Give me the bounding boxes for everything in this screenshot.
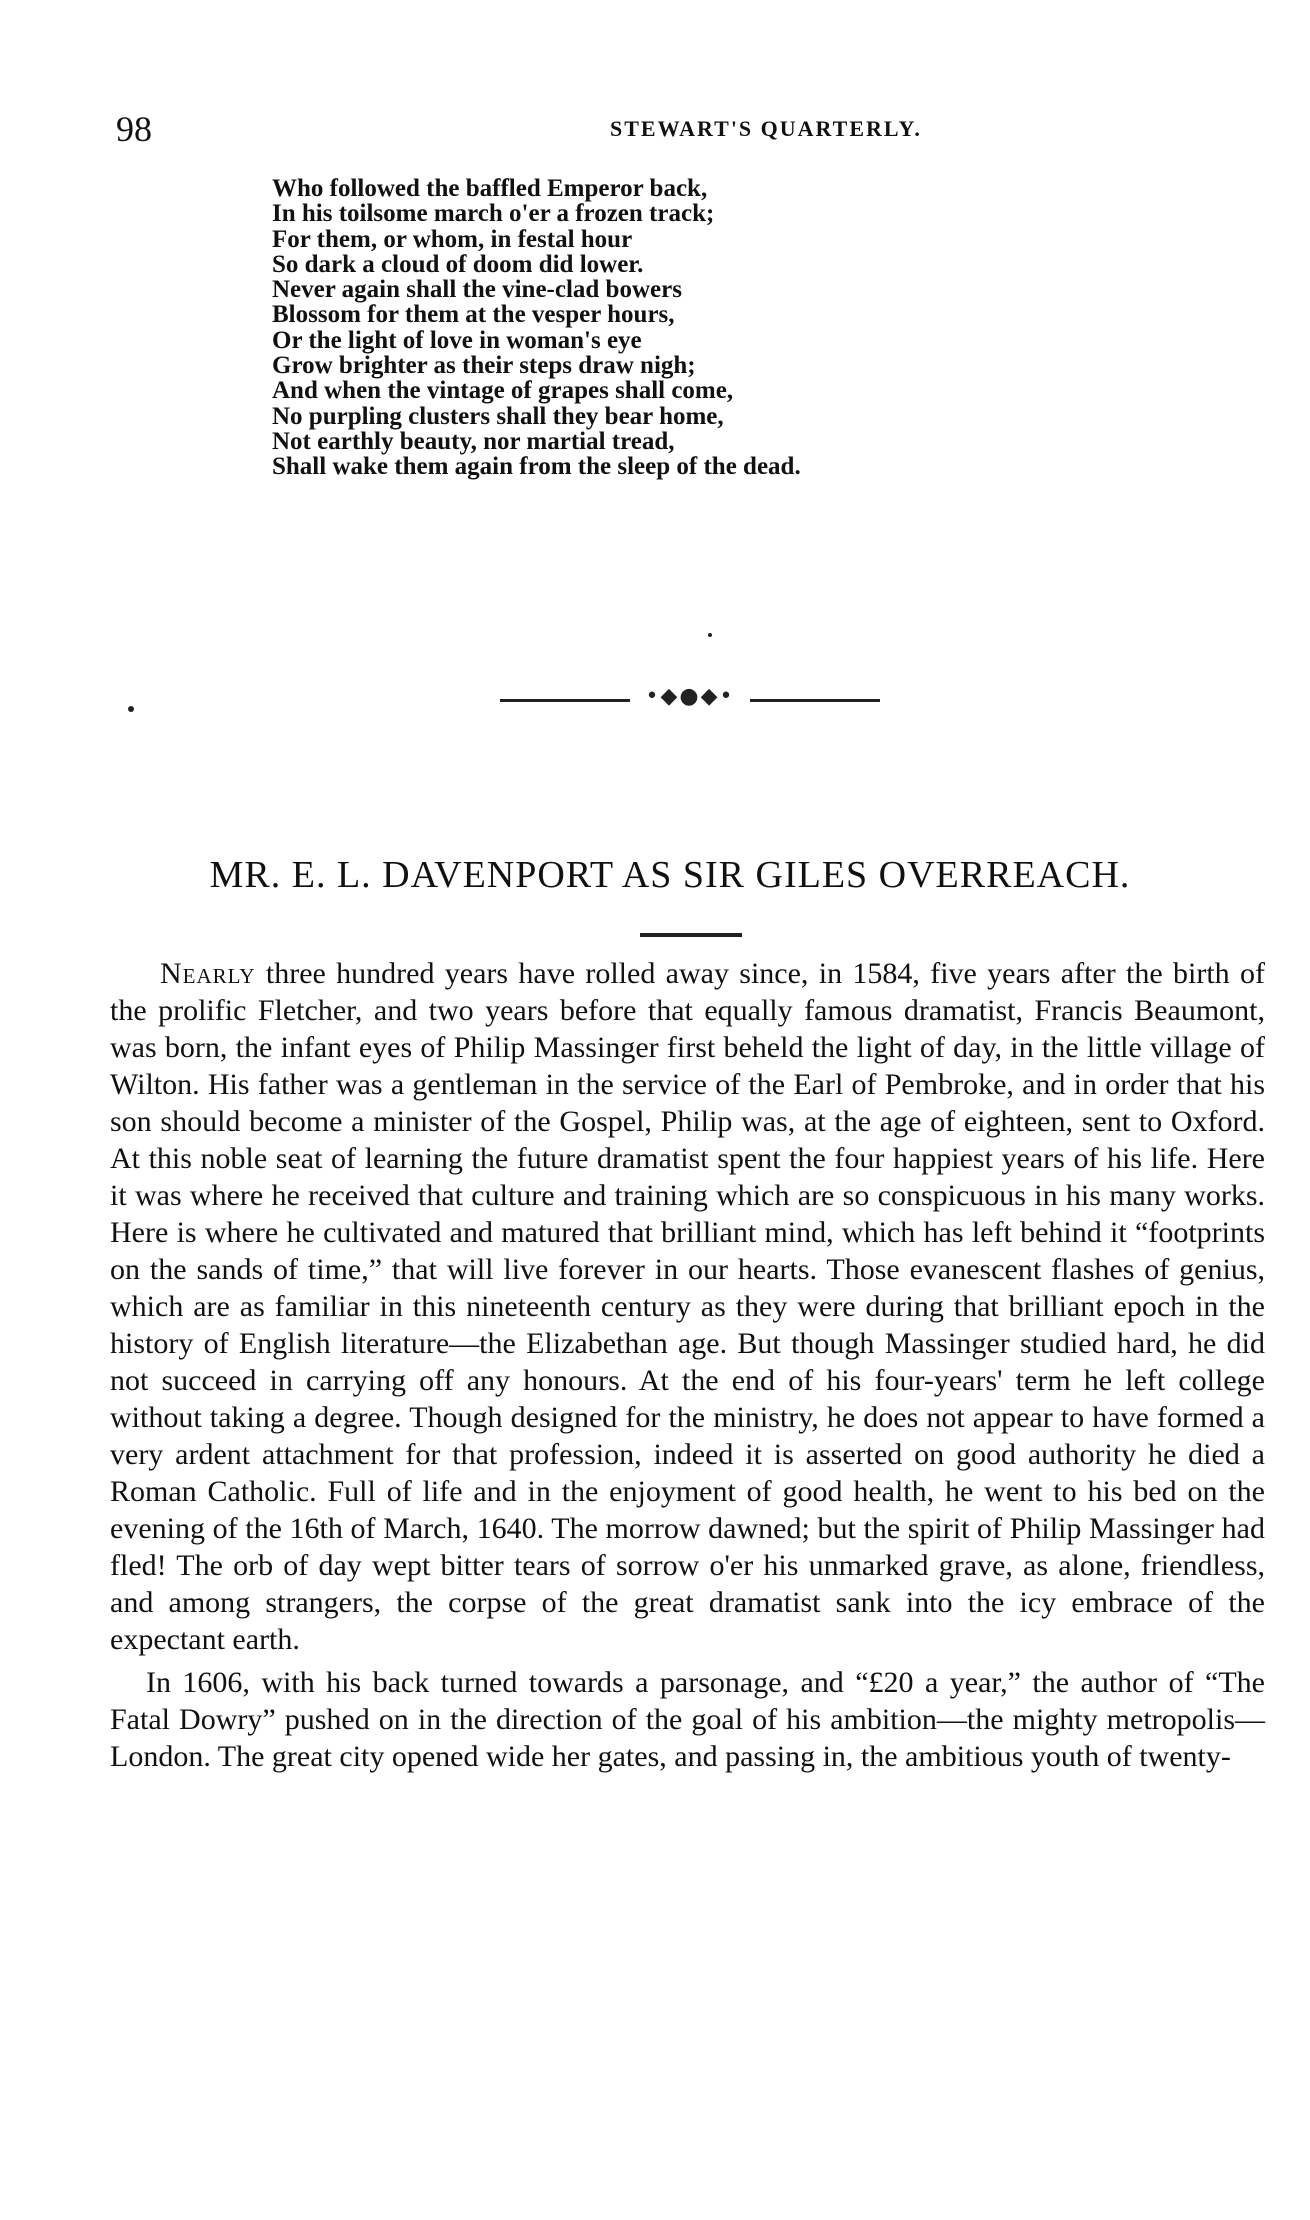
paragraph-text: three hundred years have rolled away since, in 1584, five years after the birth of the prolific Fletcher, and two years before that equally famous dramatist, Francis Beaumont, was born, the infant eyes of Philip Massinger first beheld the light of day, in the little village of Wilton. His father was a gentleman in the service of the Earl of Pembroke, and in order that his son should become a minister of the Gospel, Philip was, at the age of eighteen, sent to Oxford. At this noble seat of learning the future dramatist spent the four happiest years of his life. Here it was where he received that culture and training which are so conspicuous in his many works. Here is where he cultivated and matured that brilliant mind, which has left behind it “footprints on the sands of time,” that will live forever in our hearts. Those evanescent flashes of genius, which are as familiar in this nineteenth century as they were during that brilliant epoch in the history of English literature—the Elizabethan age. But though Massinger studied hard, he did not succeed in carrying off any honours. At the end of his four-years' term he left college without taking a degree. Though designed for the ministry, he does not appear to have formed a very ardent attachment for that profession, indeed it is asserted on good authority he died a Roman Catholic. Full of life and in the enjoyment of good health, he went to his bed on the evening of the 16th of March, 1640. The morrow dawned; but the spirit of Philip Massinger had fled! The orb of day wept bitter tears of sorrow o'er his unmarked grave, as alone, friendless, and among strangers, the corpse of the great dramatist sank into the icy embrace of the expectant earth.	[110, 957, 1265, 1656]
paragraph-lead-word: Nearly	[160, 957, 256, 990]
page-number: 98	[116, 109, 152, 149]
page-header	[110, 108, 1260, 152]
poem-line: In his toilsome march o'er a frozen track;	[272, 200, 715, 228]
divider-rule-right	[750, 699, 880, 702]
article-title: MR. E. L. DAVENPORT AS SIR GILES OVERREACH.	[209, 854, 1131, 896]
divider-rule-left	[500, 699, 630, 702]
running-head: STEWART'S QUARTERLY.	[610, 116, 922, 141]
divider-ornament-glyphs: •◆●◆•	[645, 684, 735, 709]
poem-line: Grow brighter as their steps draw nigh;	[272, 352, 696, 380]
paragraph: In 1606, with his back turned towards a parsonage, and “£20 a year,” the author of “The Fatal Dowry” pushed on in the direction of the goal of his ambition—the mighty metropolis—London. The great city opened wide her gates, and passing in, the ambitious youth of twenty-	[110, 1666, 1265, 1773]
section-divider-ornament	[500, 684, 880, 709]
poem-stanza	[272, 176, 1072, 480]
poem-line: Not earthly beauty, nor martial tread,	[272, 427, 675, 455]
poem-line: So dark a cloud of doom did lower.	[272, 250, 644, 278]
poem-line: Or the light of love in woman's eye	[272, 326, 642, 354]
article-body	[110, 955, 1265, 1775]
poem-line: And when the vintage of grapes shall come,	[272, 377, 734, 405]
poem-line: Who followed the baffled Emperor back,	[272, 175, 708, 202]
poem-line: For them, or whom, in festal hour	[272, 225, 633, 253]
print-speck	[128, 706, 134, 712]
poem-line: Shall wake them again from the sleep of the dead.	[272, 453, 801, 481]
title-rule	[640, 933, 742, 937]
poem-line: No purpling clusters shall they bear home,	[272, 402, 724, 430]
paragraph	[110, 955, 1265, 1658]
print-speck	[708, 633, 712, 637]
poem-line: Blossom for them at the vesper hours,	[272, 301, 675, 329]
poem-line: Never again shall the vine-clad bowers	[272, 276, 682, 304]
